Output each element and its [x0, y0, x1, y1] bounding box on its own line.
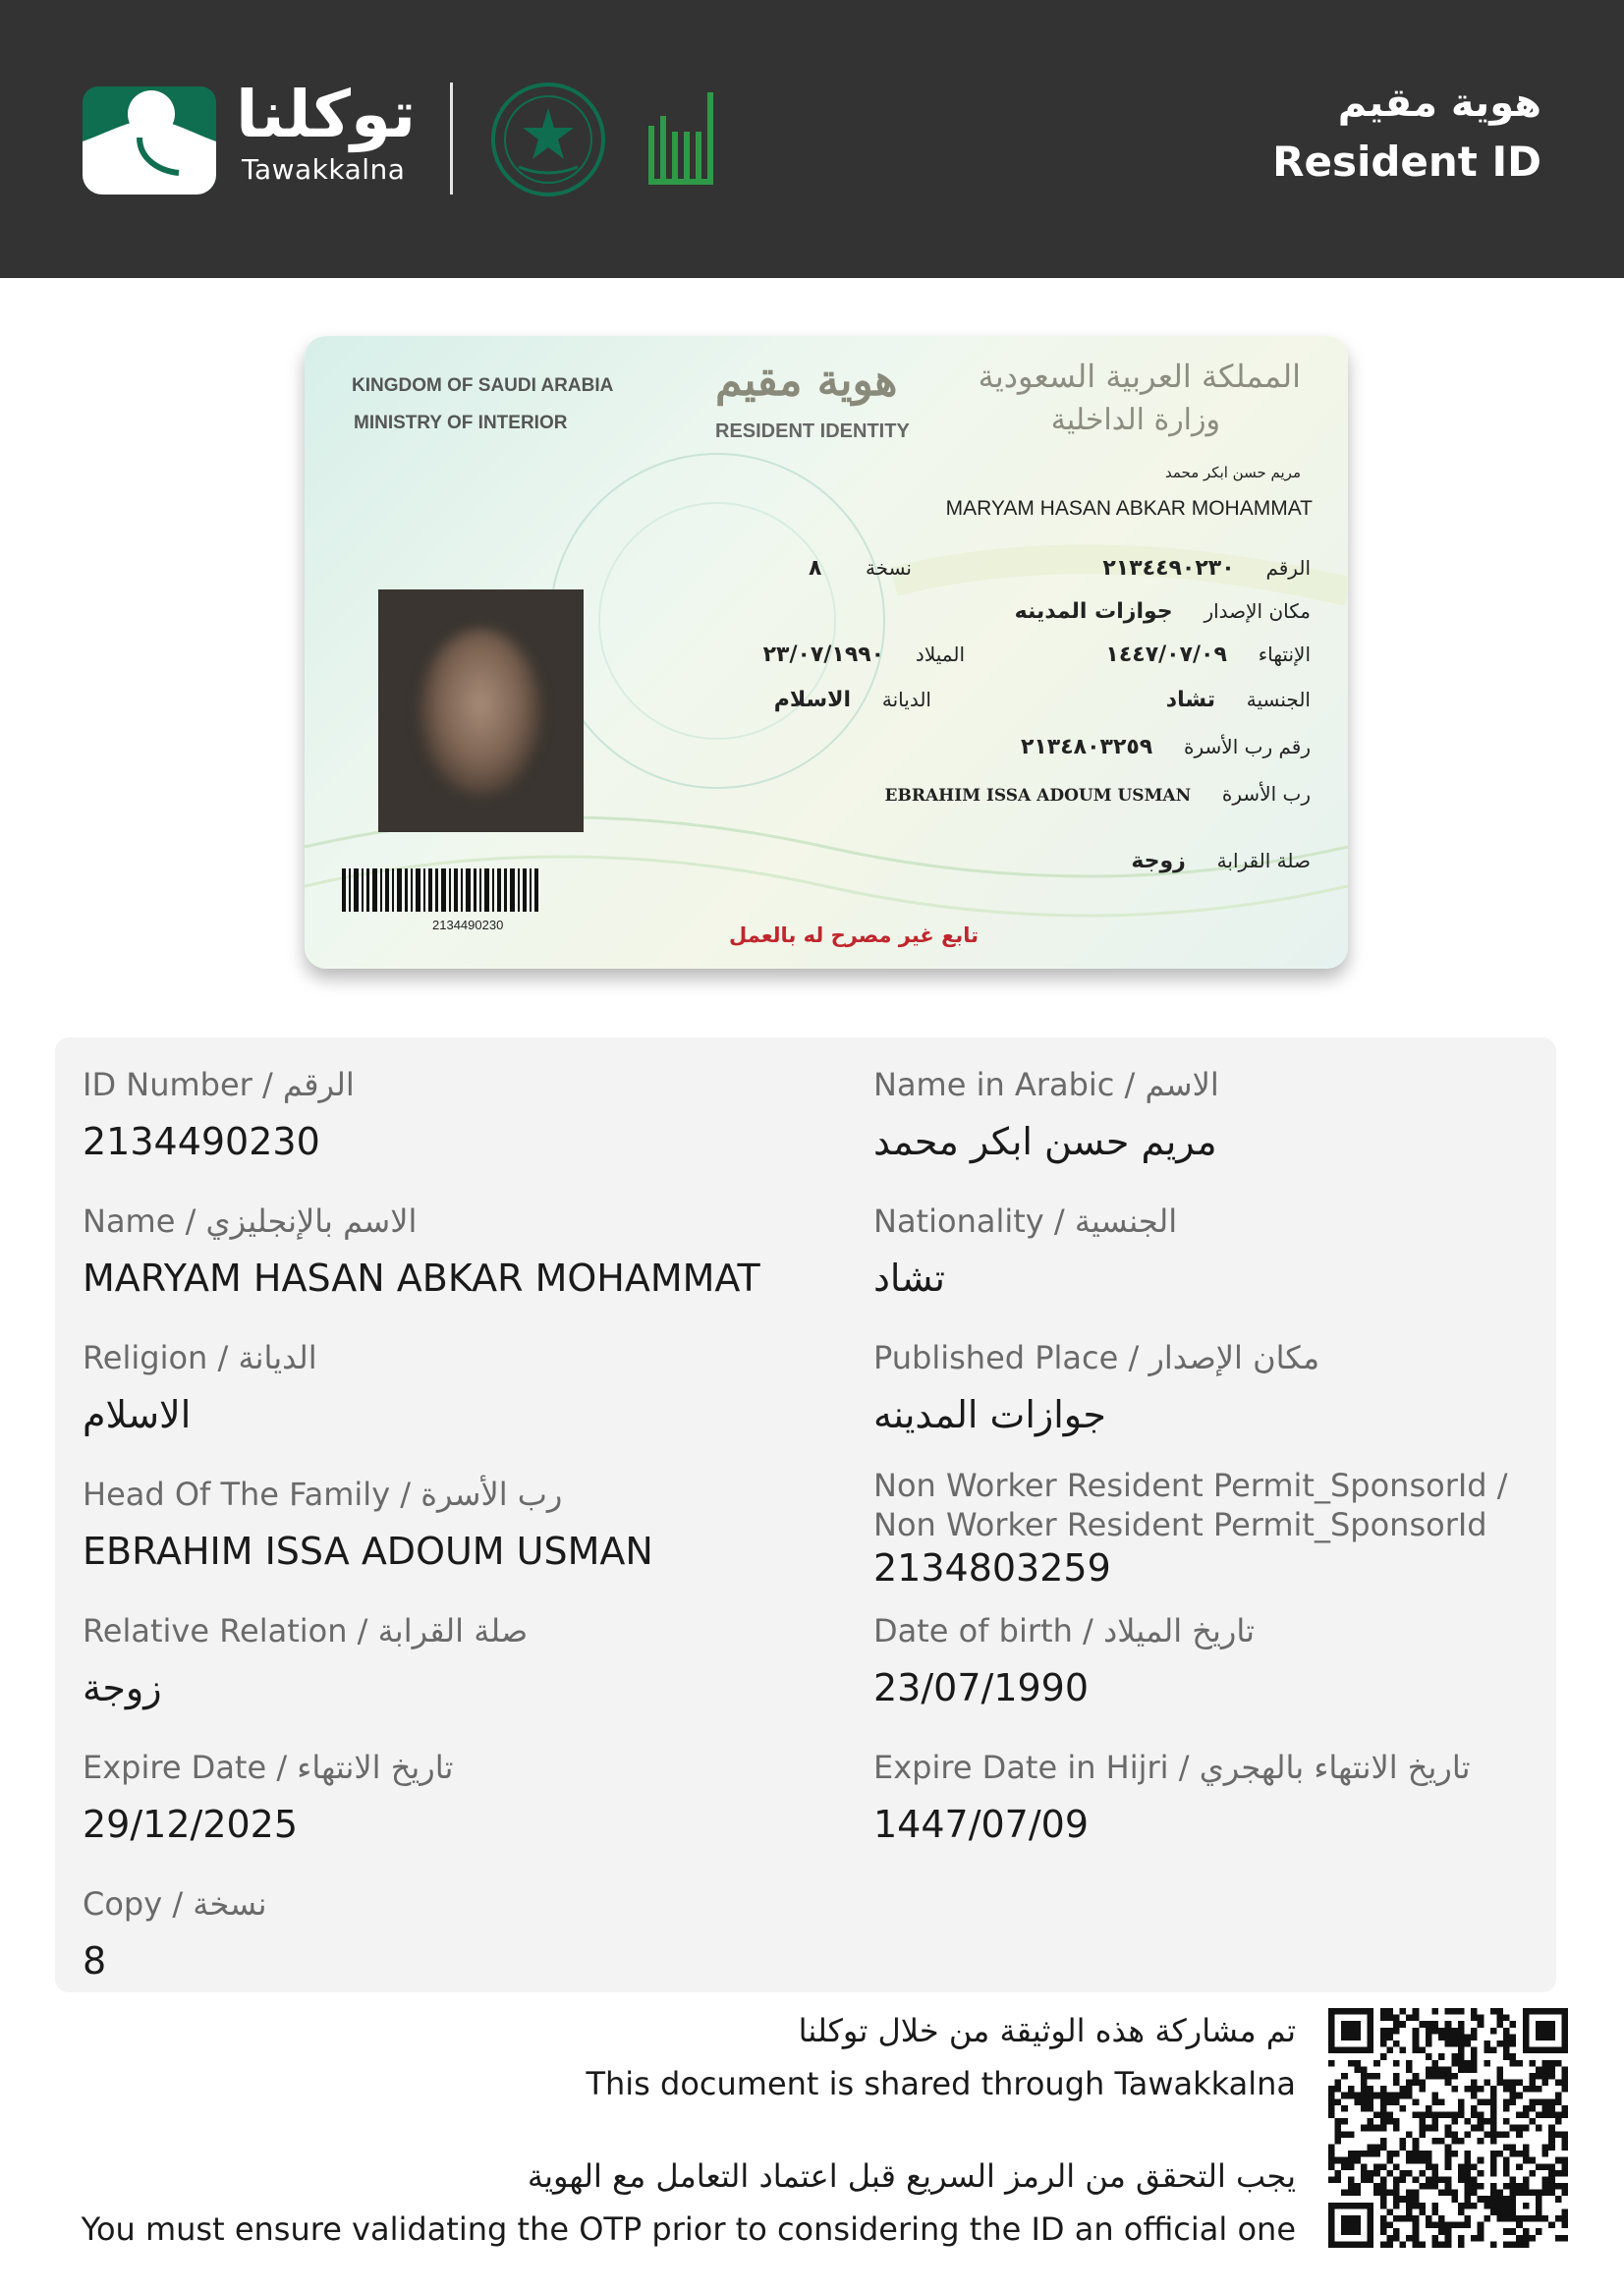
religion-value: الاسلام	[83, 1393, 192, 1436]
header	[0, 0, 1624, 278]
relative-relation-label: Relative Relation / صلة القرابة	[83, 1612, 529, 1649]
card-relation-label: صلة القرابة	[1216, 849, 1311, 872]
holder-photo	[378, 589, 584, 832]
card-ministry-arabic: وزارة الداخلية	[1050, 403, 1220, 437]
date-of-birth-value: 23/07/1990	[873, 1666, 1090, 1709]
card-title-arabic: هوية مقيم	[715, 356, 898, 406]
card-expiry-row	[1105, 643, 1311, 667]
card-religion-value: الاسلام	[773, 688, 852, 712]
field-expire-date	[83, 1748, 770, 1848]
card-family-head-label: رب الأسرة	[1221, 782, 1311, 806]
card-ministry-english: MINISTRY OF INTERIOR	[354, 413, 568, 433]
shared-notice-arabic: تم مشاركة هذه الوثيقة من خلال توكلنا	[798, 2012, 1296, 2049]
qr-code-icon[interactable]	[1328, 2008, 1568, 2248]
copy-value: 8	[83, 1939, 107, 1983]
nationality-label: Nationality / الجنسية	[873, 1202, 1178, 1240]
expire-date-value: 29/12/2025	[83, 1803, 299, 1846]
details-panel	[55, 1037, 1556, 1992]
card-title-english: RESIDENT IDENTITY	[715, 420, 910, 442]
head-of-family-label: Head Of The Family / رب الأسرة	[83, 1476, 563, 1513]
field-copy	[83, 1884, 770, 1985]
id-number-value: 2134490230	[83, 1120, 320, 1163]
religion-label: Religion / الديانة	[83, 1339, 317, 1376]
barcode-number: 2134490230	[432, 918, 504, 932]
field-nationality	[873, 1202, 1561, 1302]
otp-notice-english: You must ensure validating the OTP prior to considering the ID an official one	[81, 2210, 1296, 2248]
card-copy-row	[809, 556, 912, 581]
field-sponsor-id	[873, 1466, 1561, 1592]
card-relation-value: زوجة	[1131, 849, 1186, 873]
relative-relation-value: زوجة	[83, 1666, 162, 1709]
card-id-value: ٢١٣٤٤٩٠٢٣٠	[1102, 556, 1235, 581]
document-title-english: Resident ID	[1272, 138, 1541, 186]
sponsor-label-line2: Non Worker Resident Permit_SponsorId	[873, 1506, 1487, 1543]
head-of-family-value: EBRAHIM ISSA ADOUM USMAN	[83, 1530, 653, 1573]
otp-notice-arabic: يجب التحقق من الرمز السريع قبل اعتماد التعامل مع الهوية	[527, 2157, 1296, 2195]
card-nationality-row	[1166, 688, 1311, 712]
card-relation-row	[1131, 849, 1311, 873]
logo-english-text: Tawakkalna	[242, 153, 406, 186]
logo-arabic-text: توكلنا	[236, 77, 417, 152]
sponsor-label-line1: Non Worker Resident Permit_SponsorId /	[873, 1467, 1508, 1504]
card-expiry-label: الإنتهاء	[1258, 643, 1311, 666]
name-label: Name / الاسم بالإنجليزي	[83, 1202, 418, 1240]
field-published-place	[873, 1338, 1561, 1438]
card-religion-label: الديانة	[881, 688, 931, 711]
field-expire-hijri	[873, 1748, 1561, 1848]
copy-label: Copy / نسخة	[83, 1885, 267, 1923]
card-expiry-value: ١٤٤٧/٠٧/٠٩	[1105, 643, 1227, 667]
field-relative-relation	[83, 1611, 770, 1711]
resident-id-card	[305, 336, 1348, 969]
absher-logo-icon	[644, 86, 723, 195]
card-religion-row	[774, 688, 931, 712]
field-date-of-birth	[873, 1611, 1561, 1711]
logo-divider	[450, 83, 453, 195]
card-issue-row	[1015, 599, 1311, 624]
expire-date-label: Expire Date / تاريخ الانتهاء	[83, 1749, 454, 1786]
expire-hijri-label: Expire Date in Hijri / تاريخ الانتهاء بالهجري	[873, 1749, 1471, 1786]
field-name	[83, 1202, 770, 1302]
card-kingdom-english: KINGDOM OF SAUDI ARABIA	[352, 375, 614, 396]
card-issue-value: جوازات المدينه	[1014, 599, 1173, 624]
field-religion	[83, 1338, 770, 1438]
expire-hijri-value: 1447/07/09	[873, 1803, 1090, 1846]
card-family-id-row	[1021, 735, 1311, 759]
card-family-id-value: ٢١٣٤٨٠٣٢٥٩	[1020, 735, 1153, 759]
card-family-head-row	[885, 782, 1311, 806]
card-copy-value: ٨	[809, 556, 822, 581]
card-family-head-value: EBRAHIM ISSA ADOUM USMAN	[884, 786, 1192, 806]
card-copy-label: نسخة	[865, 556, 912, 580]
published-place-value: جوازات المدينه	[873, 1393, 1106, 1436]
card-family-id-label: رقم رب الأسرة	[1184, 735, 1311, 758]
shared-notice-english: This document is shared through Tawakkalna	[586, 2065, 1296, 2102]
published-place-label: Published Place / مكان الإصدار	[873, 1339, 1320, 1376]
card-birth-row	[763, 643, 965, 667]
card-id-row	[1102, 556, 1311, 581]
id-number-label: ID Number / الرقم	[83, 1066, 355, 1103]
blurred-face	[420, 629, 541, 796]
sponsor-value: 2134803259	[873, 1546, 1111, 1590]
document-title-arabic: هوية مقيم	[1337, 81, 1541, 126]
name-arabic-value: مريم حسن ابكر محمد	[873, 1120, 1217, 1163]
card-birth-value: ٢٣/٠٧/١٩٩٠	[762, 643, 885, 667]
ministry-emblem-icon	[489, 81, 607, 198]
barcode-icon	[342, 868, 538, 912]
card-name-english: MARYAM HASAN ABKAR MOHAMMAT	[945, 497, 1313, 520]
tawakkalna-logo-icon	[81, 81, 218, 196]
card-issue-label: مكان الإصدار	[1204, 599, 1311, 623]
field-head-of-family	[83, 1475, 770, 1575]
field-id-number	[83, 1065, 770, 1165]
field-name-arabic	[873, 1065, 1561, 1165]
card-footer-notice: تابع غير مصرح له بالعمل	[729, 923, 980, 947]
card-kingdom-arabic: المملكة العربية السعودية	[978, 358, 1301, 395]
name-arabic-label: Name in Arabic / الاسم	[873, 1066, 1219, 1103]
card-nationality-value: تشاد	[1165, 688, 1215, 712]
card-nationality-label: الجنسية	[1246, 688, 1311, 711]
card-name-arabic: مريم حسن ابكر محمد	[1164, 464, 1301, 481]
card-birth-label: الميلاد	[915, 643, 965, 666]
name-value: MARYAM HASAN ABKAR MOHAMMAT	[83, 1257, 760, 1300]
date-of-birth-label: Date of birth / تاريخ الميلاد	[873, 1612, 1255, 1649]
nationality-value: تشاد	[873, 1257, 945, 1300]
card-id-label: الرقم	[1265, 556, 1311, 580]
